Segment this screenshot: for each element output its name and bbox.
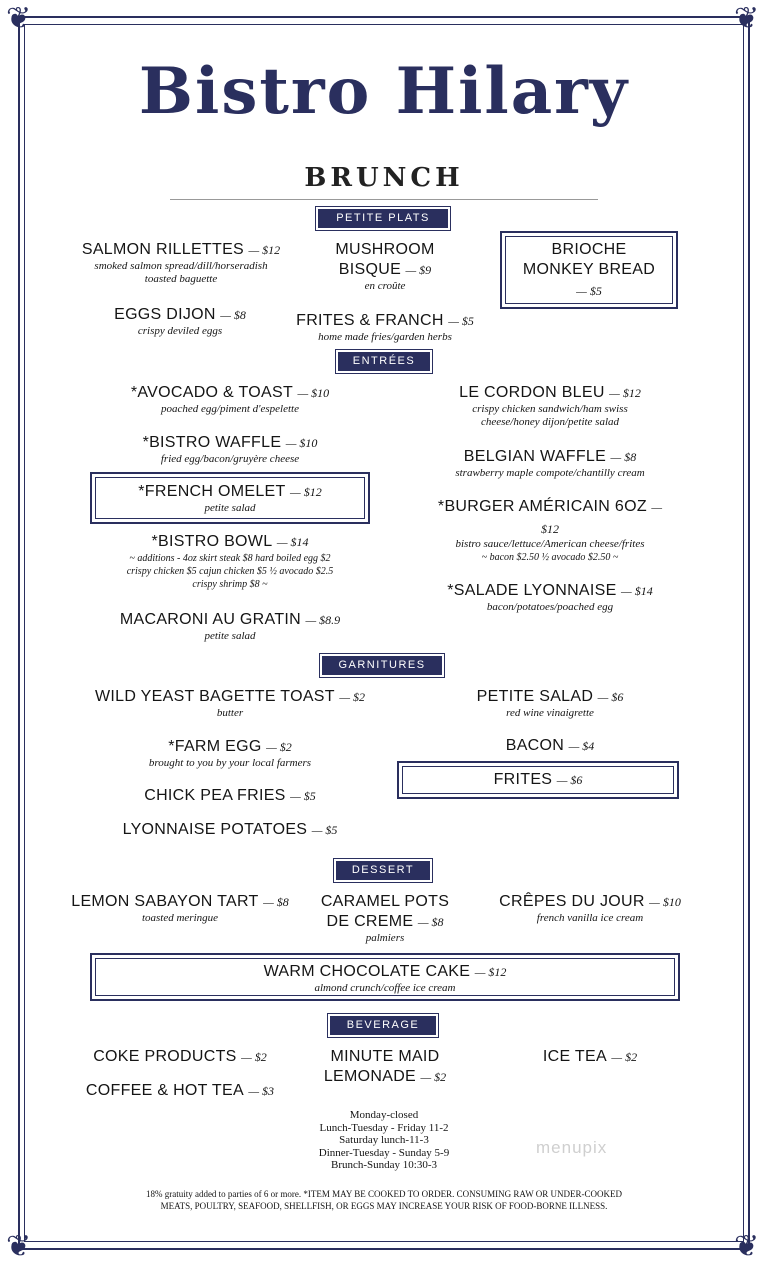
menu-item-avocado-toast: [80, 383, 380, 416]
item-price: — $2: [420, 1070, 447, 1084]
menu-item-french-omelet: [95, 482, 365, 515]
item-name: BELGIAN WAFFLE: [463, 448, 607, 465]
menu-item-bistro-waffle: [80, 433, 380, 466]
item-price: — $8: [417, 915, 444, 929]
item-name: *BISTRO WAFFLE: [142, 434, 282, 451]
ornament-top-left-icon: ❦: [6, 1, 32, 36]
item-name: FRITES: [493, 771, 553, 788]
menu-item-chick-pea-fries: [80, 786, 380, 806]
item-name: *BISTRO BOWL: [151, 533, 273, 550]
item-name: COKE PRODUCTS: [93, 1048, 237, 1065]
item-name: DE CREME: [326, 913, 414, 930]
item-price: — $9: [405, 263, 432, 277]
item-desc: crispy deviled eggs: [137, 325, 223, 337]
item-desc: en croûte: [364, 280, 406, 292]
menu-item-bagette-toast: [60, 687, 400, 720]
item-price: — $2: [611, 1050, 638, 1064]
item-price: — $8: [220, 308, 246, 322]
item-desc: butter: [216, 707, 244, 719]
item-name: MUSHROOM: [335, 241, 435, 258]
item-desc: brought to you by your local farmers: [148, 757, 312, 769]
menu-item-salade-lyonnaise: [390, 581, 710, 614]
item-name: WILD YEAST BAGETTE TOAST: [95, 688, 335, 705]
item-price: — $8: [610, 450, 637, 464]
menu-item-bacon: [400, 736, 700, 756]
item-desc: bacon/potatoes/poached egg: [486, 601, 614, 613]
footer-disclaimer: [110, 1188, 658, 1212]
item-price: — $3: [248, 1084, 275, 1098]
item-name: *FARM EGG: [168, 738, 262, 755]
item-desc: french vanilla ice cream: [536, 912, 644, 924]
menu-item-petite-salad: [400, 687, 700, 720]
item-name: PETITE SALAD: [476, 688, 594, 705]
item-desc: petite salad: [204, 630, 256, 642]
item-price: — $12: [290, 485, 322, 499]
item-name: CARAMEL POTS: [320, 893, 450, 910]
item-price: — $2: [266, 740, 292, 754]
hours-line: Brunch-Sunday 10:30-3: [330, 1159, 437, 1171]
section-garnitures: GARNITURES: [322, 656, 442, 675]
item-price: — $10: [297, 386, 330, 400]
item-price-dash: —: [651, 500, 663, 514]
opening-hours: [0, 1109, 768, 1172]
item-name: LYONNAISE POTATOES: [122, 821, 308, 838]
item-name: CHICK PEA FRIES: [144, 787, 286, 804]
section-entrees: ENTRÉES: [338, 352, 430, 371]
menu-item-frites: [402, 770, 674, 790]
menu-item-lyonnaise-potatoes: [80, 820, 380, 840]
item-desc: fried egg/bacon/gruyère cheese: [160, 453, 300, 465]
menu-item-ice-tea: [480, 1047, 700, 1067]
menu-item-burger-americain: [390, 497, 710, 564]
menu-item-coke-products: [50, 1047, 310, 1067]
restaurant-title: Bistro Hilary: [138, 54, 630, 129]
menu-item-crepes-du-jour: [460, 892, 720, 925]
item-name: SALMON RILLETTES: [81, 241, 245, 258]
item-price: — $12: [474, 965, 507, 979]
item-price: $12: [541, 522, 559, 536]
item-desc: ~ additions - 4oz skirt steak $8 hard boiled egg $2: [129, 553, 331, 564]
item-price: — $5: [290, 789, 316, 803]
hours-line: Lunch-Tuesday - Friday 11-2: [319, 1121, 449, 1134]
hours-line: Saturday lunch-11-3: [339, 1134, 429, 1146]
item-price: — $2: [241, 1050, 267, 1064]
footer-line: MEATS, POULTRY, SEAFOOD, SHELLFISH, OR EGGS MAY INCREASE YOUR RISK OF FOOD-BORNE ILLNESS.: [160, 1201, 608, 1211]
item-desc: ~ bacon $2.50 ½ avocado $2.50 ~: [481, 552, 619, 563]
menu-item-coffee-hot-tea: [50, 1081, 310, 1101]
menu-item-farm-egg: [80, 737, 380, 770]
item-desc: smoked salmon spread/dill/horseradish: [94, 260, 268, 272]
menu-item-le-cordon-bleu: [400, 383, 700, 429]
menu-item-macaroni-au-gratin: [80, 610, 380, 643]
item-name: MINUTE MAID: [330, 1048, 440, 1065]
menu-item-lemon-sabayon-tart: [40, 892, 320, 925]
item-desc: poached egg/piment d'espelette: [161, 403, 299, 415]
menu-item-mushroom-bisque: [300, 240, 470, 293]
item-name: LEMON SABAYON TART: [71, 893, 259, 910]
item-name: *BURGER AMÉRICAIN 6OZ: [437, 498, 647, 515]
menu-item-minute-maid-lemonade: [300, 1047, 470, 1087]
item-price: — $5: [311, 823, 338, 837]
item-desc: cheese/honey dijon/petite salad: [480, 416, 620, 428]
item-desc: toasted meringue: [141, 912, 219, 924]
item-price: — $5: [576, 284, 602, 298]
item-name: BISQUE: [338, 261, 402, 278]
item-desc: crispy shrimp $8 ~: [192, 579, 268, 590]
item-desc: almond crunch/coffee ice cream: [314, 982, 456, 994]
item-desc: home made fries/garden herbs: [318, 331, 452, 343]
item-name: *AVOCADO & TOAST: [130, 384, 294, 401]
ornament-top-right-icon: ❦: [734, 1, 760, 36]
item-desc: bistro sauce/lettuce/American cheese/frites: [455, 538, 645, 550]
section-petite-plats: PETITE PLATS: [318, 209, 448, 228]
menu-item-warm-chocolate-cake: [95, 962, 675, 995]
ornament-bottom-right-icon: ❦: [734, 1229, 760, 1264]
item-name: LE CORDON BLEU: [459, 384, 605, 401]
item-price: — $6: [556, 773, 583, 787]
watermark: menupix: [536, 1138, 608, 1157]
item-name: MONKEY BREAD: [522, 261, 656, 278]
item-price: — $10: [649, 895, 681, 909]
item-desc: petite salad: [204, 502, 256, 514]
item-desc: strawberry maple compote/chantilly cream: [455, 467, 645, 479]
item-name: BRIOCHE: [551, 241, 627, 258]
item-price: — $12: [248, 243, 281, 257]
item-name: EGGS DIJON: [114, 306, 216, 323]
menu-item-eggs-dijon: [60, 305, 300, 338]
section-beverage: BEVERAGE: [330, 1016, 436, 1035]
item-desc: palmiers: [365, 932, 405, 944]
menu-subtitle: BRUNCH: [304, 163, 464, 193]
menu-item-frites-franch: [280, 311, 490, 344]
item-desc: red wine vinaigrette: [506, 707, 594, 719]
item-name: CRÊPES DU JOUR: [499, 893, 645, 910]
section-dessert: DESSERT: [336, 861, 430, 880]
item-name: MACARONI AU GRATIN: [119, 611, 301, 628]
item-desc: crispy chicken sandwich/ham swiss: [472, 403, 628, 415]
footer-line: 18% gratuity added to parties of 6 or more. *ITEM MAY BE COOKED TO ORDER. CONSUMING RAW OR UNDER-COOKED: [145, 1189, 623, 1199]
item-name: *FRENCH OMELET: [138, 483, 286, 500]
item-name: LEMONADE: [323, 1068, 417, 1085]
item-price: — $2: [339, 690, 365, 704]
item-price: — $6: [597, 690, 624, 704]
item-desc: toasted baguette: [144, 273, 218, 285]
item-name: COFFEE & HOT TEA: [85, 1082, 244, 1099]
item-price: — $5: [448, 314, 474, 328]
item-price: — $10: [285, 436, 318, 450]
menu-item-caramel-pots-de-creme: [300, 892, 470, 945]
ornament-bottom-left-icon: ❦: [6, 1229, 32, 1264]
item-price: — $12: [609, 386, 641, 400]
item-price: — $8.9: [305, 613, 341, 627]
menu-item-belgian-waffle: [400, 447, 700, 480]
item-name: FRITES & FRANCH: [296, 312, 444, 329]
item-name: *SALADE LYONNAISE: [447, 582, 617, 599]
menu-item-bistro-bowl: [60, 532, 400, 591]
item-desc: crispy chicken $5 cajun chicken $5 ½ avocado $2.5: [126, 566, 334, 577]
item-price: — $8: [263, 895, 289, 909]
hours-line: Dinner-Tuesday - Sunday 5-9: [318, 1146, 450, 1159]
item-price: — $4: [568, 739, 595, 753]
item-name: ICE TEA: [542, 1048, 607, 1065]
divider: [170, 199, 598, 200]
item-price: — $14: [276, 535, 309, 549]
item-name: BACON: [505, 737, 565, 754]
item-price: — $14: [621, 584, 653, 598]
hours-line: Monday-closed: [349, 1109, 419, 1121]
menu-item-salmon-rillettes: [50, 240, 312, 286]
item-name: WARM CHOCOLATE CAKE: [263, 963, 471, 980]
menu-item-brioche-monkey-bread: [505, 240, 673, 299]
